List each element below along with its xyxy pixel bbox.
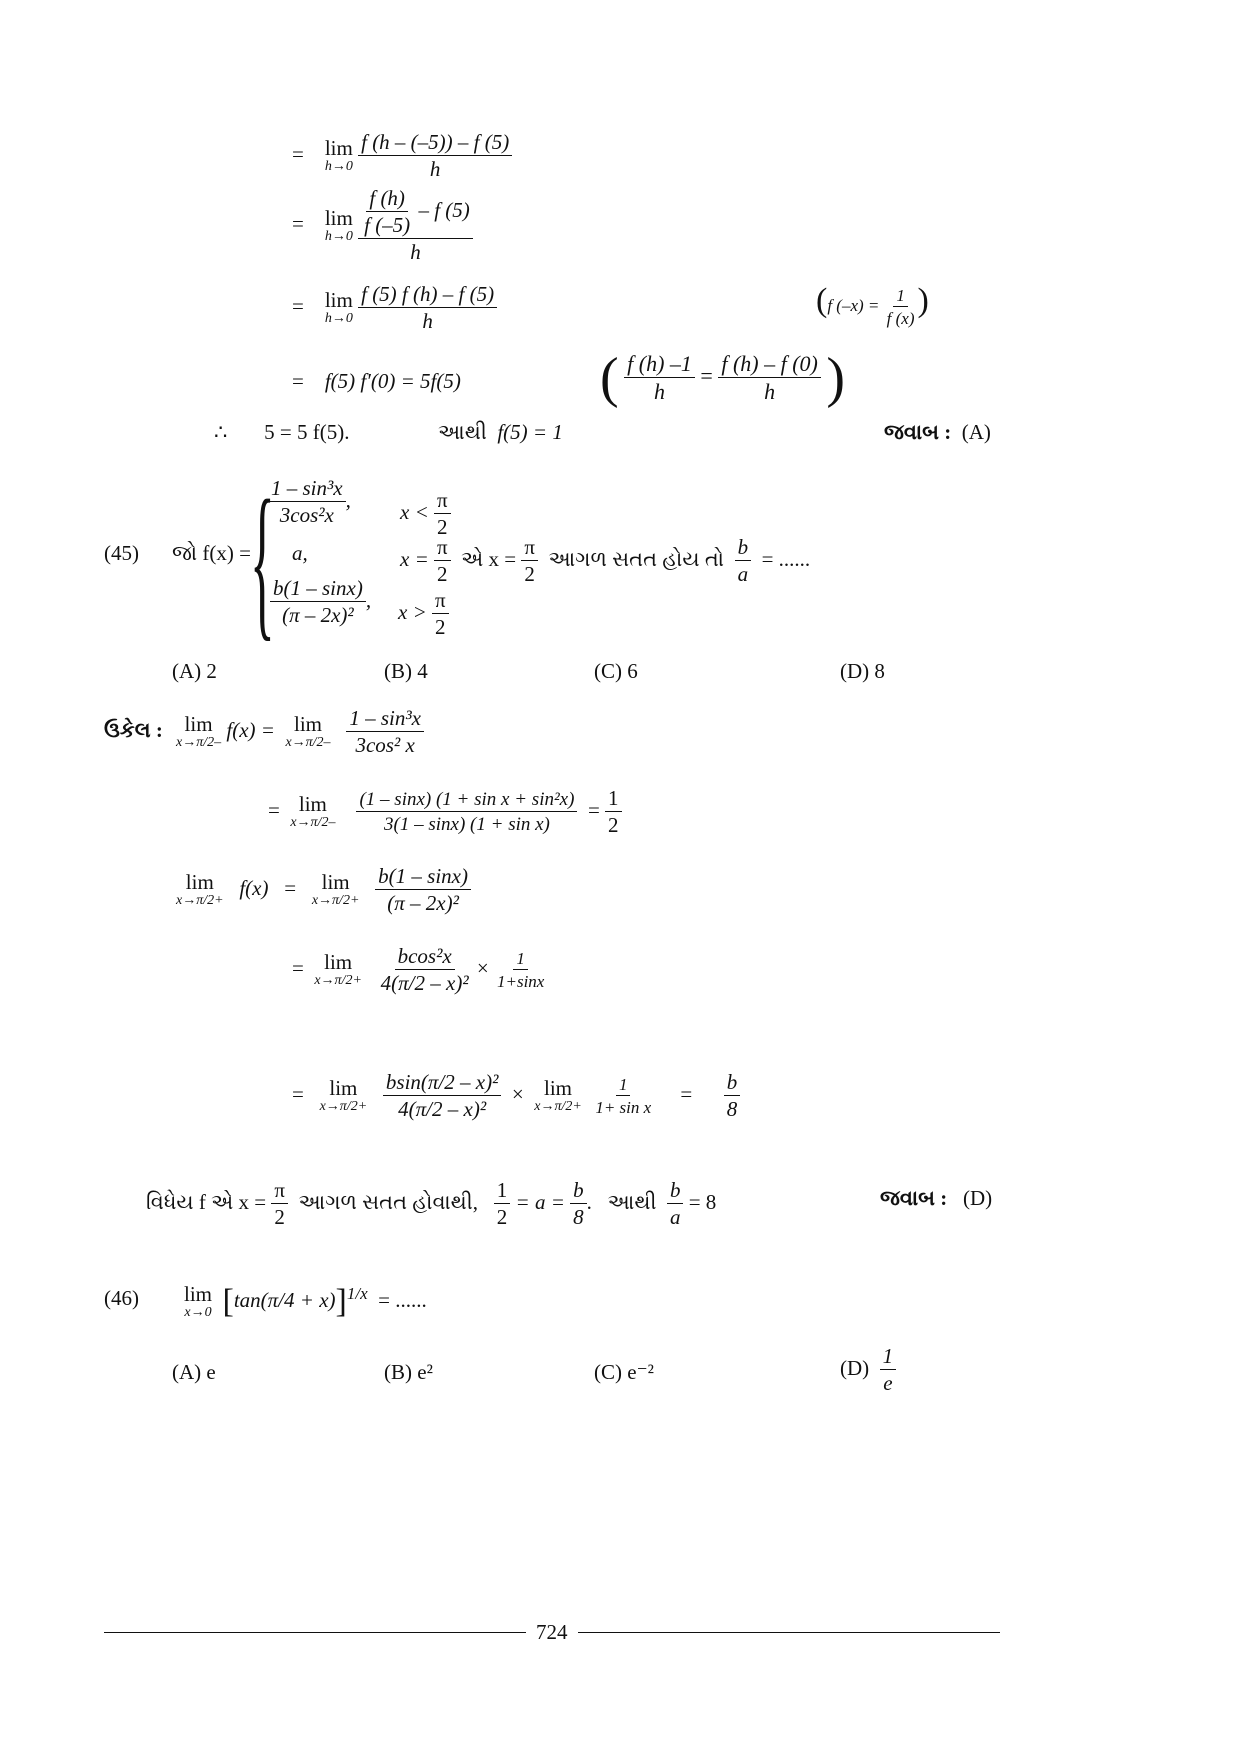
- note-derivative: ( $\frac{f (h) -1}{h}$ = $\frac{f (h) - f (0)}{h}$ ): [600, 347, 846, 409]
- case-3-cond: x > $\frac{\pi}{2}$: [398, 590, 449, 638]
- case-2-value: a,: [292, 541, 308, 565]
- q45-option-c: (C) 6: [594, 659, 638, 683]
- footer-rule-right: [578, 1632, 1000, 1633]
- piecewise-brace: {: [250, 466, 275, 656]
- q45-option-a: (A) 2: [172, 659, 217, 683]
- case-2-cond: x = $\frac{\pi}{2}$ એ x = $\frac{\pi}{2}$ આગળ સતત હોય તો $\frac{b}{a}$ = ......: [400, 535, 811, 586]
- question-number-46: (46): [104, 1286, 139, 1310]
- note-f-neg-x: (f (–x) = $\frac{1}{f (x)}$ ): [816, 282, 929, 329]
- q46-option-c: (C) e⁻²: [594, 1360, 654, 1384]
- q45-option-d: (D) 8: [840, 659, 885, 683]
- q46-option-d: (D) $\frac{1}{e}$: [840, 1346, 896, 1394]
- solution-label: ઉકેલ :: [104, 718, 163, 742]
- answer-45: જવાબ : (D): [880, 1186, 993, 1210]
- limit-operator: lim h→0: [324, 136, 353, 174]
- case-1-expr: $\frac{\text{1 – sin³x}}{\text{3cos²x}}$ ,: [268, 478, 351, 526]
- footer-rule-left: [104, 1632, 526, 1633]
- step-2: = lim h→0 $\frac{f (h)}{f (-5)}$ – f (5) h: [292, 188, 473, 263]
- step-1: = lim h→0 $\frac{f (h - (-5)) - f (5)}{h}$: [292, 132, 512, 180]
- answer-44: જવાબ : (A): [884, 420, 991, 444]
- step-4: = f(5) f′(0) = 5f(5): [292, 369, 461, 393]
- case-3-expr: $\frac{b(1 - \sin x)}{\text{(π – 2x)²}}$ ,: [270, 578, 371, 626]
- q45-option-b: (B) 4: [384, 659, 428, 683]
- q46-expression: lim x→0 $[\tan(\pi/4 + x)]^{1/x}$ = ......: [184, 1282, 427, 1320]
- therefore-line: ∴ 5 = 5 f(5).: [214, 420, 350, 444]
- step-3: = lim h→0 $\frac{f (5) f (h) - f (5)}{h}$: [292, 284, 497, 332]
- sol-conclusion: વિધેય f એ x = $\frac{\pi}{2}$ આગળ સતત હોવાથી, $\frac{1}{2}$ = a = $\frac{b}{8}$ . આથી $\frac{b}{a}$ = 8: [146, 1178, 717, 1229]
- sol-line-3: lim x→π/2+ f(x) = lim x→π/2+ $\frac{b(1 - \sin x)}{\text{(π – 2x)²}}$: [176, 866, 471, 914]
- therefore-result: આથી f(5) = 1: [438, 420, 563, 444]
- sol-line-4: = lim x→π/2+ $\frac{\text{bcos²x}}{\text{4(π/2 – x)²}}$ × $\frac{1}{1+\sin x}$: [292, 944, 545, 995]
- q46-option-a: (A) e: [172, 1360, 216, 1384]
- case-1-cond: x < $\frac{\pi}{2}$: [400, 490, 451, 538]
- q46-option-b: (B) e²: [384, 1360, 433, 1384]
- page-number: 724: [536, 1620, 568, 1644]
- sol-line-2: = lim x→π/2– $\frac{\text{(1 – sinx) (1 + sin x + sin²x)}}{\text{3(1 – sinx) (1 + sin x)}}$ = $\frac{1}{2}$: [268, 788, 622, 836]
- sol-line-1: lim x→π/2– f(x) = lim x→π/2– $\frac{\text{1 – sin³x}}{\text{3cos² x}}$: [176, 708, 424, 756]
- question-number-45: (45): [104, 541, 139, 565]
- sol-line-5: = lim x→π/2+ $\frac{\text{bsin(π/2 – x)²}}{\text{4(π/2 – x)²}}$ × lim x→π/2+ $\frac{1}{\text{1+ sin x}}$ = $\frac{b}{8}$: [292, 1072, 740, 1120]
- q45-lhs: જો f(x) =: [172, 541, 251, 565]
